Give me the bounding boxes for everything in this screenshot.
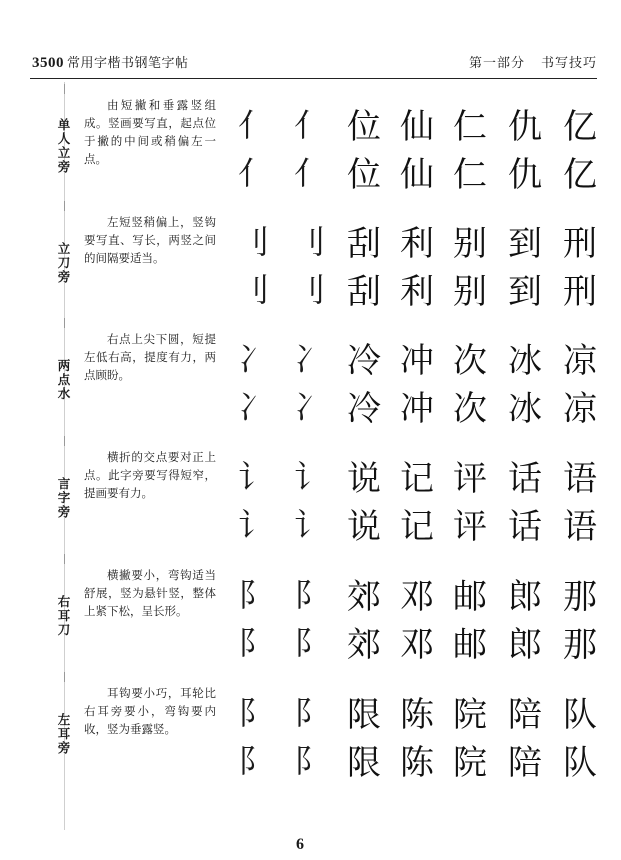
radical-glyph: 冫	[293, 340, 326, 378]
radical-glyph: 亻	[293, 154, 326, 192]
example-character: 冰	[508, 388, 542, 429]
radical-glyph: 阝	[237, 694, 270, 732]
radical-section	[30, 322, 597, 438]
example-character: 仇	[508, 106, 542, 147]
example-character: 邮	[453, 624, 487, 665]
example-character: 陈	[400, 694, 434, 735]
radical-name: 右耳刀	[57, 594, 71, 637]
example-character: 冲	[400, 388, 434, 429]
radical-glyph: 刂	[237, 271, 270, 309]
radical-glyph: 刂	[237, 223, 270, 261]
practice-row	[230, 146, 597, 196]
example-character: 到	[508, 271, 542, 312]
example-character: 仙	[400, 106, 434, 147]
example-character: 刮	[347, 223, 381, 264]
example-character: 评	[453, 458, 487, 499]
example-character: 陈	[400, 742, 434, 783]
example-character: 限	[347, 694, 381, 735]
radical-glyph: 讠	[293, 506, 326, 544]
example-character: 凉	[563, 340, 597, 381]
radical-description: 耳钩要小巧，耳轮比右耳旁要小，弯钩要内收，竖为垂露竖。	[84, 686, 216, 736]
radical-description: 由短撇和垂露竖组成。竖画要写直，起点位于撇的中间或稍偏左一点。	[84, 98, 216, 166]
practice-row	[230, 686, 597, 736]
radical-glyph: 阝	[293, 576, 326, 614]
example-character: 位	[347, 154, 381, 195]
section-divider-tick	[64, 84, 65, 94]
practice-row	[230, 450, 597, 500]
radical-glyph: 讠	[293, 458, 326, 496]
example-character: 仙	[400, 154, 434, 195]
radical-description: 横折的交点要对正上点。此字旁要写得短窄，提画要有力。	[84, 450, 216, 500]
example-character: 刑	[563, 271, 597, 312]
example-character: 院	[453, 694, 487, 735]
example-character: 利	[400, 271, 434, 312]
radical-section	[30, 558, 597, 674]
radical-glyph: 冫	[293, 388, 326, 426]
radical-name: 单人立旁	[57, 117, 71, 174]
example-character: 次	[453, 388, 487, 429]
radical-glyph: 讠	[237, 506, 270, 544]
practice-row	[230, 98, 597, 148]
example-character: 郊	[347, 624, 381, 665]
practice-row	[230, 263, 597, 313]
radical-section	[30, 676, 597, 792]
radical-glyph: 亻	[237, 154, 270, 192]
example-character: 陪	[508, 742, 542, 783]
example-character: 仇	[508, 154, 542, 195]
page-number: 6	[296, 836, 304, 853]
example-character: 刑	[563, 223, 597, 264]
section-divider-tick	[64, 672, 65, 682]
example-character: 那	[563, 624, 597, 665]
example-character: 仁	[453, 106, 487, 147]
practice-row	[230, 332, 597, 382]
radical-glyph: 阝	[237, 742, 270, 780]
section-divider-tick	[64, 201, 65, 211]
radical-description: 右点上尖下圆，短提左低右高，提度有力，两点顾盼。	[84, 332, 216, 382]
example-character: 冷	[347, 340, 381, 381]
example-character: 郎	[508, 624, 542, 665]
radical-glyph: 阝	[293, 742, 326, 780]
page-header	[30, 48, 597, 79]
example-character: 凉	[563, 388, 597, 429]
radical-description: 左短竖稍偏上，竖钩要写直、写长，两竖之间的间隔要适当。	[84, 215, 216, 265]
radical-glyph: 讠	[237, 458, 270, 496]
example-character: 别	[453, 223, 487, 264]
example-character: 冰	[508, 340, 542, 381]
part-label: 第一部分	[468, 56, 525, 71]
section-divider-tick	[64, 554, 65, 564]
radical-glyph: 刂	[293, 223, 326, 261]
radical-glyph: 冫	[237, 340, 270, 378]
radical-name: 左耳旁	[57, 712, 71, 755]
example-character: 队	[563, 742, 597, 783]
radical-section	[30, 88, 597, 204]
radical-section	[30, 205, 597, 321]
example-character: 那	[563, 576, 597, 617]
example-character: 邓	[400, 624, 434, 665]
radical-name: 立刀旁	[57, 241, 71, 284]
example-character: 陪	[508, 694, 542, 735]
example-character: 邓	[400, 576, 434, 617]
radical-name: 言字旁	[57, 476, 71, 519]
example-character: 说	[347, 458, 381, 499]
example-character: 话	[508, 506, 542, 547]
book-title	[32, 52, 189, 72]
practice-row	[230, 498, 597, 548]
radical-glyph: 阝	[293, 624, 326, 662]
example-character: 到	[508, 223, 542, 264]
radical-glyph: 冫	[237, 388, 270, 426]
example-character: 刮	[347, 271, 381, 312]
example-character: 说	[347, 506, 381, 547]
section-divider-tick	[64, 436, 65, 446]
practice-row	[230, 380, 597, 430]
example-character: 别	[453, 271, 487, 312]
example-character: 冲	[400, 340, 434, 381]
example-character: 话	[508, 458, 542, 499]
radical-glyph: 阝	[293, 694, 326, 732]
radical-glyph: 阝	[237, 624, 270, 662]
example-character: 冷	[347, 388, 381, 429]
example-character: 亿	[563, 106, 597, 147]
radical-glyph: 亻	[293, 106, 326, 144]
example-character: 位	[347, 106, 381, 147]
section-title	[469, 52, 597, 71]
practice-row	[230, 215, 597, 265]
book-title-text: 常用字楷书钢笔字帖	[67, 56, 189, 71]
radical-description: 横撇要小，弯钩适当舒展，竖为悬针竖，整体上紧下松，呈长形。	[84, 568, 216, 618]
practice-row	[230, 734, 597, 784]
example-character: 郊	[347, 576, 381, 617]
radical-section	[30, 440, 597, 556]
example-character: 郎	[508, 576, 542, 617]
radical-name: 两点水	[57, 358, 71, 401]
book-number: 3500	[32, 55, 64, 71]
example-character: 亿	[563, 154, 597, 195]
example-character: 记	[400, 458, 434, 499]
radical-glyph: 亻	[237, 106, 270, 144]
example-character: 利	[400, 223, 434, 264]
practice-row	[230, 568, 597, 618]
example-character: 邮	[453, 576, 487, 617]
example-character: 语	[563, 506, 597, 547]
example-character: 次	[453, 340, 487, 381]
example-character: 仁	[453, 154, 487, 195]
radical-glyph: 阝	[237, 576, 270, 614]
example-character: 语	[563, 458, 597, 499]
section-divider-tick	[64, 318, 65, 328]
example-character: 记	[400, 506, 434, 547]
radical-glyph: 刂	[293, 271, 326, 309]
example-character: 限	[347, 742, 381, 783]
example-character: 队	[563, 694, 597, 735]
practice-row	[230, 616, 597, 666]
example-character: 院	[453, 742, 487, 783]
section-label: 书写技巧	[540, 56, 597, 71]
example-character: 评	[453, 506, 487, 547]
